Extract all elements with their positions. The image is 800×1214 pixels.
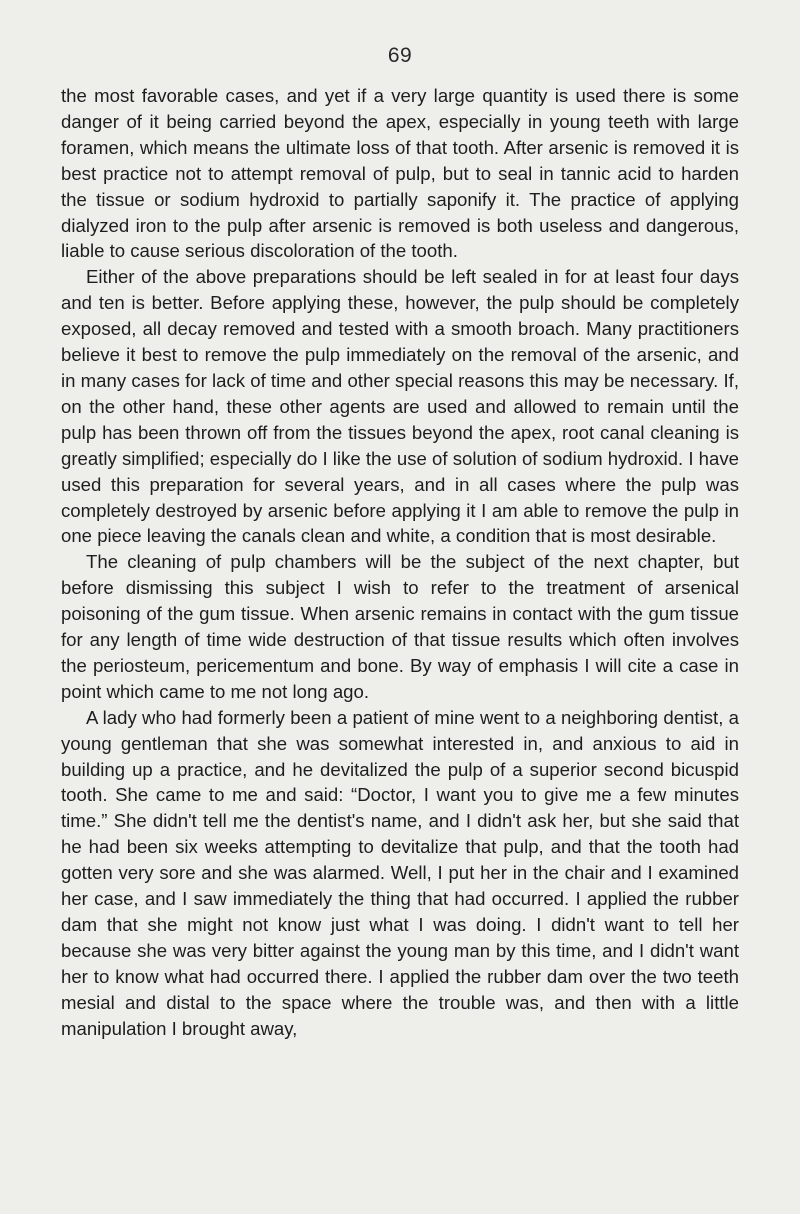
paragraph-4: A lady who had formerly been a patient of mine went to a neighboring dentist, a young gentleman that she was somewhat interested in, and anxious to aid in building up a practice, and he devitalized the pulp of a superior second bicuspid tooth. She came to me and said: “Doctor, I want you to give me a few minutes time.” She didn't tell me the dentist's name, and I didn't ask her, but she said that he had been six weeks attempting to devitalize that pulp, and that the tooth had gotten very sore and she was alarmed. Well, I put her in the chair and I examined her case, and I saw immediately the thing that had occurred. I applied the rubber dam that she might not know just what I was doing. I didn't want to tell her because she was very bitter against the young man by this time, and I didn't want her to know what had occurred there. I applied the rubber dam over the two teeth mesial and distal to the space where the trouble was, and then with a little manipulation I brought away, — [61, 706, 739, 1039]
paragraph-3: The cleaning of pulp chambers will be the subject of the next chapter, but before dismissing this subject I wish to refer to the treatment of arsenical poisoning of the gum tissue. When arsenic remains in contact with the gum tissue for any length of time wide destruction of that tissue results which often involves the periosteum, pericementum and bone. By way of emphasis I will cite a case in point which came to me not long ago. — [61, 551, 739, 702]
paragraph-1: the most favorable cases, and yet if a very large quantity is used there is some danger of it being carried beyond the apex, especially in young teeth with large foramen, which means the ultimate loss of that tooth. After arsenic is removed it is best practice not to attempt removal of pulp, but to seal in tannic acid to harden the tissue or sodium hydroxid to partially saponify it. The practice of applying dialyzed iron to the pulp after arsenic is removed is both useless and dangerous, liable to cause serious discoloration of the tooth. — [61, 85, 739, 262]
paragraph-2: Either of the above preparations should be left sealed in for at least four days and ten is better. Before applying these, however, the pulp should be completely exposed, all decay removed and tested with a smooth broach. Many practitioners believe it best to remove the pulp immediately on the removal of the arsenic, and in many cases for lack of time and other special reasons this may be necessary. If, on the other hand, these other agents are used and allowed to remain until the pulp has been thrown off from the tissues beyond the apex, root canal cleaning is greatly simplified; especially do I like the use of solution of sodium hydroxid. I have used this preparation for several years, and in all cases where the pulp was completely destroyed by arsenic before applying it I am able to remove the pulp in one piece leaving the canals clean and white, a condition that is most desirable. — [61, 266, 739, 547]
page-number: 69 — [387, 44, 413, 67]
body-text — [61, 83, 739, 1042]
